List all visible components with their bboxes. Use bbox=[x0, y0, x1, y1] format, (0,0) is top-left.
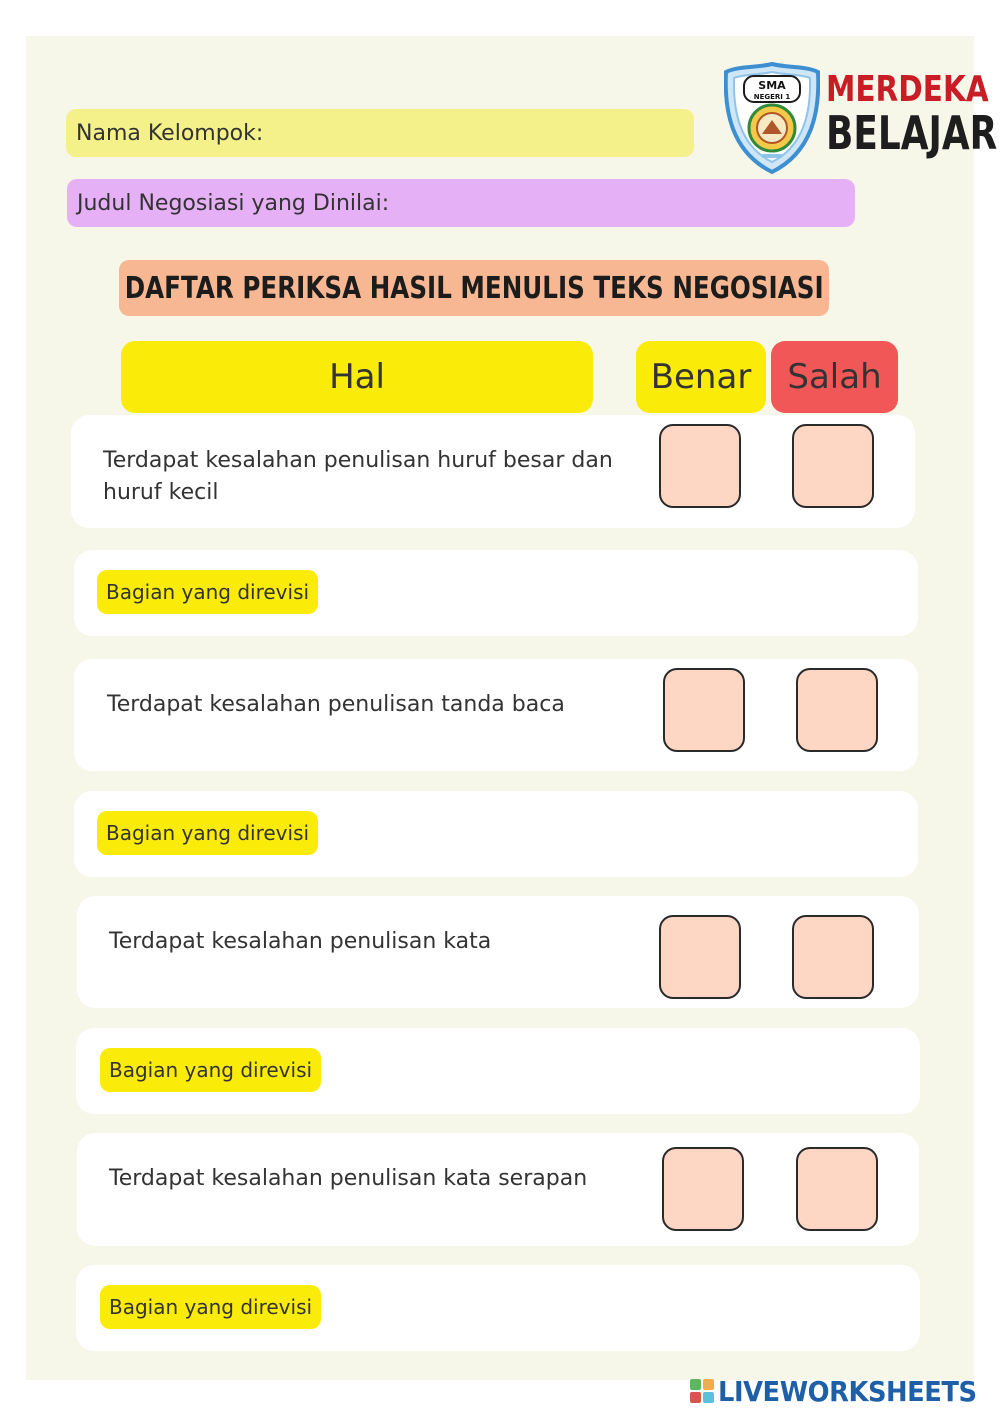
column-header-item-label: Hal bbox=[329, 357, 385, 397]
checkbox-wrong[interactable] bbox=[796, 1147, 878, 1231]
column-header-wrong-label: Salah bbox=[787, 357, 882, 397]
negotiation-title-label: Judul Negosiasi yang Dinilai: bbox=[77, 190, 390, 216]
logo-school-text: SMA bbox=[758, 79, 786, 92]
checklist-item-text: Terdapat kesalahan penulisan huruf besar dan huruf kecil bbox=[103, 448, 613, 505]
merdeka-belajar-logo bbox=[826, 69, 998, 160]
checkbox-wrong[interactable] bbox=[792, 424, 874, 508]
checkbox-wrong[interactable] bbox=[792, 915, 874, 999]
revision-label: Bagian yang direvisi bbox=[97, 811, 318, 855]
liveworksheets-text: LIVEWORKSHEETS bbox=[718, 1374, 977, 1408]
group-name-label: Nama Kelompok: bbox=[76, 120, 264, 146]
slogan-line1: MERDEKA bbox=[826, 69, 989, 110]
logo-school-subtext: NEGERI 1 bbox=[753, 93, 791, 101]
checklist-item-text: Terdapat kesalahan penulisan kata serapan bbox=[109, 1166, 588, 1191]
checklist-item-text: Terdapat kesalahan penulisan kata bbox=[109, 929, 492, 954]
school-logo-icon bbox=[724, 62, 820, 174]
liveworksheets-logo-icon bbox=[690, 1379, 714, 1403]
negotiation-title-field[interactable] bbox=[67, 179, 855, 227]
revision-label: Bagian yang direvisi bbox=[100, 1048, 321, 1092]
column-header-item bbox=[121, 341, 593, 413]
checkbox-correct[interactable] bbox=[663, 668, 745, 752]
liveworksheets-brand[interactable] bbox=[690, 1374, 999, 1408]
column-header-correct bbox=[636, 341, 766, 413]
page-title-text: DAFTAR PERIKSA HASIL MENULIS TEKS NEGOSIASI bbox=[124, 270, 824, 306]
checkbox-correct[interactable] bbox=[662, 1147, 744, 1231]
checkbox-correct[interactable] bbox=[659, 915, 741, 999]
column-header-correct-label: Benar bbox=[650, 357, 752, 397]
checkbox-correct[interactable] bbox=[659, 424, 741, 508]
group-name-field[interactable] bbox=[66, 109, 694, 157]
revision-label: Bagian yang direvisi bbox=[97, 570, 318, 614]
checklist-item-text: Terdapat kesalahan penulisan tanda baca bbox=[107, 692, 565, 717]
slogan-line2: BELAJAR bbox=[826, 106, 998, 160]
checkbox-wrong[interactable] bbox=[796, 668, 878, 752]
revision-label: Bagian yang direvisi bbox=[100, 1285, 321, 1329]
column-header-wrong bbox=[771, 341, 898, 413]
page-title bbox=[119, 260, 829, 316]
